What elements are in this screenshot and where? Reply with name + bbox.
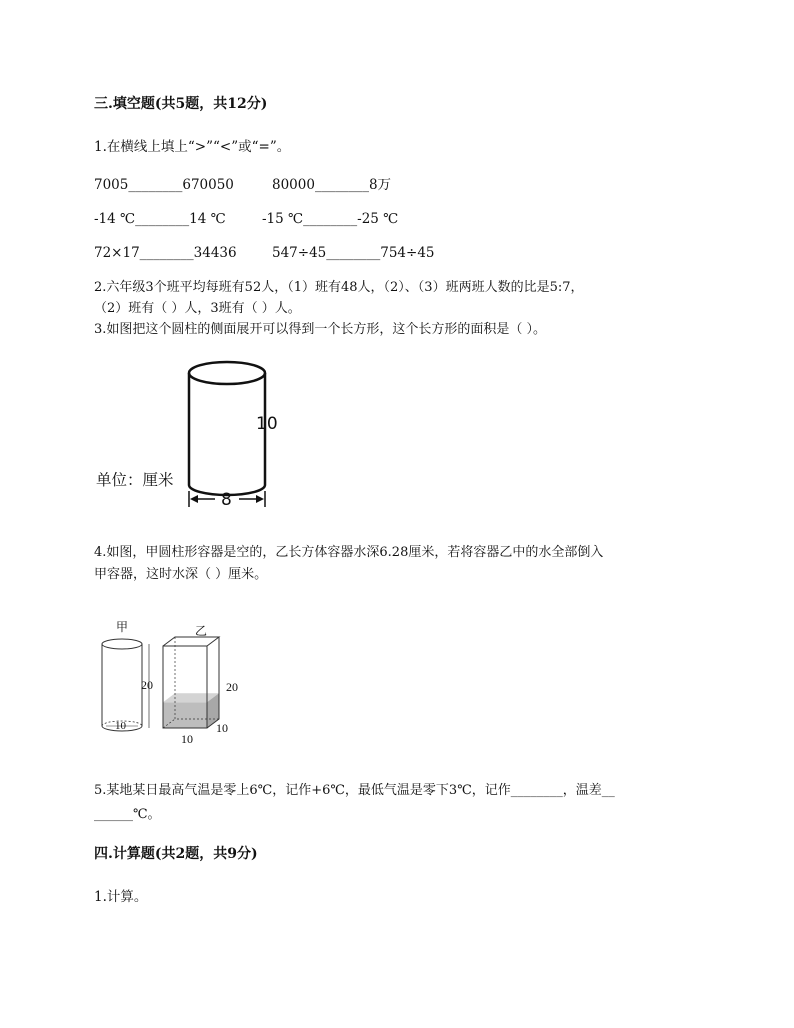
q1-prompt: 1.在横线上填上“>”“<”或“=”。: [94, 139, 291, 155]
label-jia: 甲: [116, 620, 129, 634]
section-3-heading: 三.填空题(共5题，共12分): [94, 96, 268, 112]
q4-line2: 甲容器，这时水深（ ）厘米。: [94, 567, 268, 582]
q5-line1: 5.某地某日最高气温是零上6℃，记作+6℃，最低气温是零下3℃，记作________，温差__: [94, 783, 615, 798]
dim-arrow-left: [190, 495, 198, 503]
yi-depth-label: 10: [216, 721, 228, 735]
q4-containers-figure: [92, 615, 262, 750]
yi-water-front: [163, 702, 207, 728]
section-4-heading: 四.计算题(共2题，共9分): [94, 846, 258, 862]
cylinder-top-ellipse: [189, 362, 265, 384]
dim-arrow-right: [256, 495, 264, 503]
yi-width-label: 10: [181, 732, 193, 746]
q1-row3-left: 72×17________34436: [94, 245, 237, 261]
q3-prompt: 3.如图把这个圆柱的侧面展开可以得到一个长方形，这个长方形的面积是（ ）。: [94, 322, 547, 337]
q2-line1: 2.六年级3个班平均每班有52人，（1）班有48人，（2）、（3）班两班人数的比是5:7，: [94, 280, 584, 295]
s4-q1-prompt: 1.计算。: [94, 889, 148, 905]
q3-cylinder-figure: [90, 355, 290, 515]
label-yi: 乙: [195, 624, 208, 638]
q4-line1: 4.如图，甲圆柱形容器是空的，乙长方体容器水深6.28厘米，若将容器乙中的水全部倒入: [94, 545, 604, 560]
unit-label: 单位：厘米: [96, 471, 174, 489]
q1-row2-right: -15 ℃________-25 ℃: [262, 211, 399, 227]
yi-height-label: 20: [226, 680, 238, 694]
q1-row1-left: 7005________670050: [94, 177, 234, 193]
cylinder-height-label: 10: [256, 414, 278, 434]
jia-diameter-label: 10: [115, 720, 126, 732]
cylinder-diameter-label: 8: [221, 490, 232, 510]
q1-row1-right: 80000________8万: [272, 177, 392, 193]
q1-row3-right: 547÷45________754÷45: [272, 245, 435, 261]
jia-top-ellipse: [102, 639, 142, 649]
jia-height-label: 20: [141, 678, 153, 692]
q1-row2-left: -14 ℃________14 ℃: [94, 211, 226, 227]
yi-top-face: [163, 637, 219, 646]
q2-line2: （2）班有（ ）人，3班有（ ）人。: [94, 301, 301, 316]
q5-line2: ______℃。: [94, 807, 161, 822]
